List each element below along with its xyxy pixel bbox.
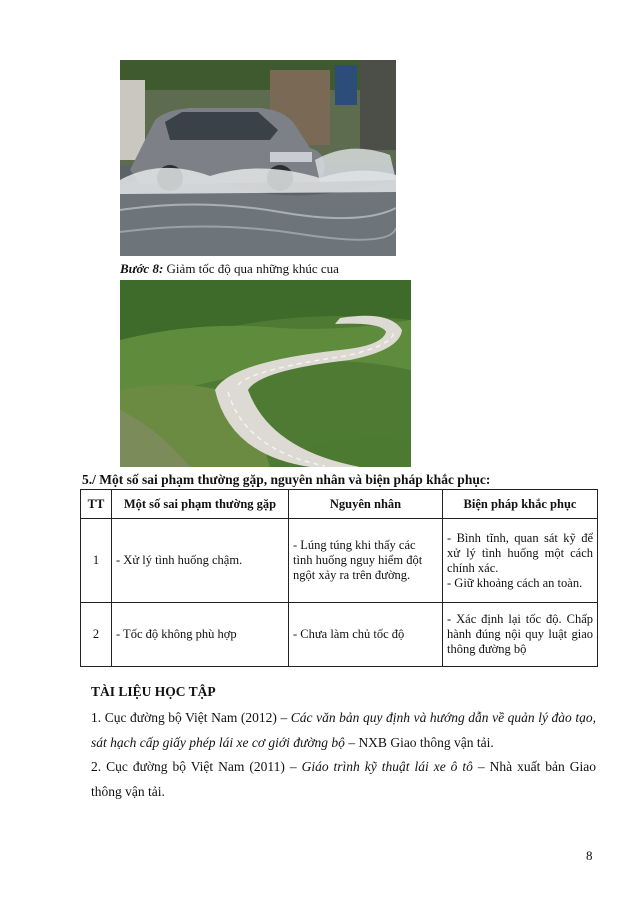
reference-item <box>91 754 596 804</box>
cell-cause: - Lúng túng khi thấy các tình huống nguy hiểm đột ngột xảy ra trên đường. <box>289 519 443 603</box>
reference-item <box>91 705 596 755</box>
step-text: Giảm tốc độ qua những khúc cua <box>163 261 339 276</box>
cell-cause: - Chưa làm chủ tốc độ <box>289 603 443 667</box>
table-header-row <box>81 490 598 519</box>
solution-line: - Bình tĩnh, quan sát kỹ để xử lý tình huống một cách chính xác. <box>447 530 593 575</box>
header-tt: TT <box>81 490 112 519</box>
page-number: 8 <box>586 848 593 863</box>
cell-tt: 1 <box>81 519 112 603</box>
errors-table <box>80 489 598 667</box>
cell-tt: 2 <box>81 603 112 667</box>
step-label: Bước 8: <box>120 261 164 276</box>
cell-error: - Tốc độ không phù hợp <box>112 603 289 667</box>
solution-line: - Giữ khoảng cách an toàn. <box>447 575 583 590</box>
cell-solution <box>443 519 598 603</box>
reference-suffix: – Nhà xuất bản Giao thông vận tải. <box>91 759 597 799</box>
header-error: Một số sai phạm thường gặp <box>112 490 289 519</box>
reference-title: Giáo trình kỹ thuật lái xe ô tô <box>301 759 473 774</box>
table-row <box>81 603 598 667</box>
header-solution: Biện pháp khắc phục <box>443 490 598 519</box>
references-title: TÀI LIỆU HỌC TẬP <box>91 684 216 699</box>
header-cause: Nguyên nhân <box>289 490 443 519</box>
reference-prefix: 1. Cục đường bộ Việt Nam (2012) – <box>91 710 291 725</box>
reference-prefix: 2. Cục đường bộ Việt Nam (2011) – <box>91 759 302 774</box>
flooded-street-car-photo <box>120 60 396 256</box>
section-heading: 5./ Một số sai phạm thường gặp, nguyên nhân và biện pháp khắc phục: <box>82 472 491 487</box>
step-8-caption <box>120 261 339 277</box>
table-row <box>81 519 598 603</box>
cell-solution <box>443 603 598 667</box>
reference-title: Các văn bản quy định và hướng dẫn về quản lý đào tạo, sát hạch cấp giấy phép lái xe cơ giới đường bộ <box>91 710 596 750</box>
reference-suffix: – NXB Giao thông vận tải. <box>344 735 494 750</box>
solution-line: - Xác định lại tốc độ. Chấp hành đúng nội quy luật giao thông đường bộ <box>447 612 593 656</box>
winding-road-photo <box>120 280 411 467</box>
cell-error: - Xử lý tình huống chậm. <box>112 519 289 603</box>
